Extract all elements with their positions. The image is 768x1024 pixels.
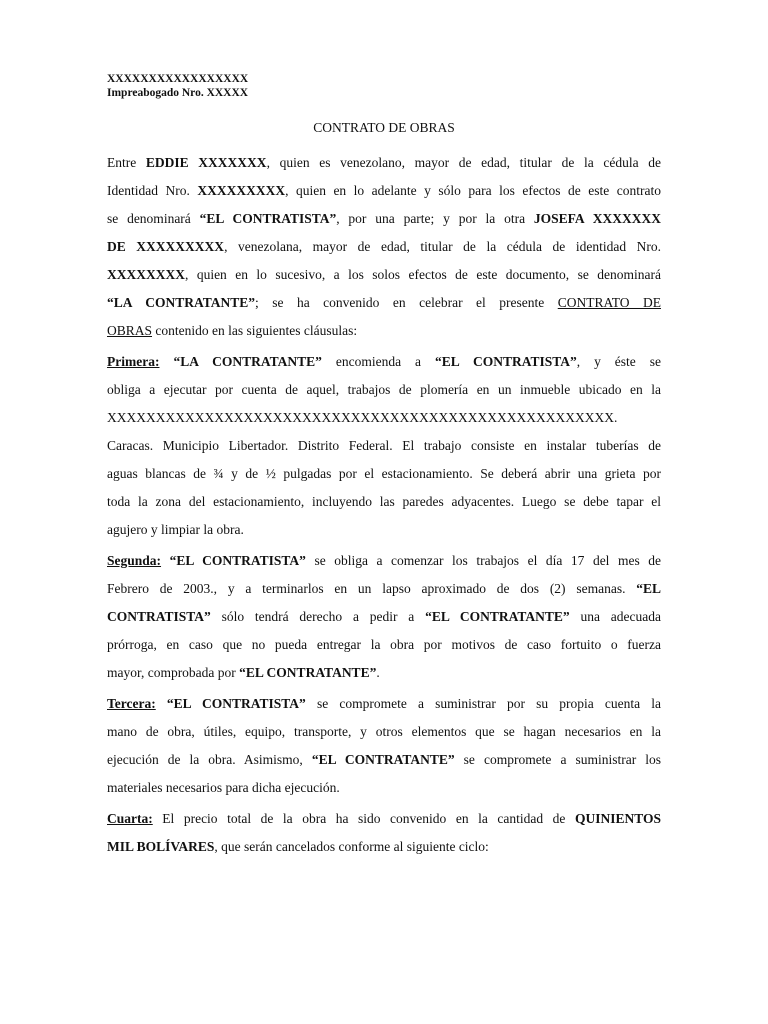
bold-text: DE XXXXXXXXX: [107, 239, 225, 254]
text-run: , por una parte; y por la otra: [336, 211, 534, 226]
text-line: [107, 516, 661, 544]
text-line: [107, 205, 661, 233]
clause-heading: Cuarta:: [107, 811, 153, 826]
text-line: [107, 348, 661, 376]
bold-text: “EL CONTRATISTA”: [169, 553, 306, 568]
author-name: XXXXXXXXXXXXXXXXX: [107, 73, 249, 85]
text-line: [107, 603, 661, 631]
bold-text: “EL CONTRATISTA”: [166, 696, 306, 711]
text-run: sólo tendrá derecho a pedir a: [210, 609, 426, 624]
bold-text: “EL CONTRATISTA”: [435, 354, 577, 369]
bold-text: JOSEFA XXXXXXX: [533, 211, 661, 226]
text-run: mayor, comprobada por: [107, 665, 240, 680]
text-line: [107, 149, 661, 177]
text-run: .: [376, 665, 380, 680]
underlined-text: OBRAS: [107, 323, 153, 338]
underlined-text: CONTRATO DE: [557, 295, 661, 310]
text-run: , quien es venezolano, mayor de edad, titular de la cédula de: [266, 155, 661, 170]
bold-text: EDDIE XXXXXXX: [145, 155, 267, 170]
bold-text: “EL CONTRATANTE”: [239, 665, 377, 680]
text-run: Identidad Nro.: [107, 183, 198, 198]
text-line: [107, 404, 661, 432]
text-line: [107, 746, 661, 774]
text-run: toda la zona del estacionamiento, incluyendo las paredes adyacentes. Luego se debe tapar el: [107, 494, 661, 509]
bold-text: “EL: [636, 581, 661, 596]
bold-text: XXXXXXXXX: [197, 183, 286, 198]
author-license: Impreabogado Nro. XXXXX: [107, 87, 249, 99]
bold-text: “EL CONTRATANTE”: [425, 609, 570, 624]
clause-heading: Segunda:: [107, 553, 162, 568]
text-run: , quien en lo sucesivo, a los solos efectos de este documento, se denominará: [185, 267, 661, 282]
document-body: [107, 149, 661, 864]
bold-text: MIL BOLÍVARES: [107, 839, 215, 854]
text-run: XXXXXXXXXXXXXXXXXXXXXXXXXXXXXXXXXXXXXXXXXXXXXXXXXXXX.: [107, 410, 618, 425]
text-run: agujero y limpiar la obra.: [107, 522, 244, 537]
bold-text: “LA CONTRATANTE”: [173, 354, 322, 369]
clause-segunda: [107, 547, 661, 687]
text-run: una adecuada: [569, 609, 661, 624]
intro-paragraph: [107, 149, 661, 345]
text-line: [107, 177, 661, 205]
bold-text: “EL CONTRATISTA”: [199, 211, 337, 226]
bold-text: CONTRATISTA”: [107, 609, 211, 624]
text-run: Febrero de 2003., y a terminarlos en un lapso aproximado de dos (2) semanas.: [107, 581, 637, 596]
text-run: , y éste se: [576, 354, 661, 369]
text-line: [107, 774, 661, 802]
text-line: [107, 659, 661, 687]
text-run: , venezolana, mayor de edad, titular de la cédula de identidad Nro.: [224, 239, 661, 254]
text-line: [107, 432, 661, 460]
text-line: [107, 690, 661, 718]
text-run: materiales necesarios para dicha ejecución.: [107, 780, 340, 795]
text-line: [107, 233, 661, 261]
bold-text: “LA CONTRATANTE”: [107, 295, 255, 310]
text-line: [107, 289, 661, 317]
text-run: ejecución de la obra. Asimismo,: [107, 752, 312, 767]
text-run: [159, 354, 173, 369]
document-title: CONTRATO DE OBRAS: [313, 120, 455, 135]
clause-cuarta: [107, 805, 661, 861]
clause-heading: Primera:: [107, 354, 160, 369]
text-run: aguas blancas de ¾ y de ½ pulgadas por el estacionamiento. Se deberá abrir una grieta por: [107, 466, 661, 481]
text-line: [107, 261, 661, 289]
bold-text: “EL CONTRATANTE”: [311, 752, 455, 767]
text-line: [107, 575, 661, 603]
text-run: prórroga, en caso que no pueda entregar la obra por motivos de caso fortuito o fuerza: [107, 637, 661, 652]
text-run: mano de obra, útiles, equipo, transporte, y otros elementos que se hagan necesarios en la: [107, 724, 661, 739]
text-line: [107, 376, 661, 404]
clause-tercera: [107, 690, 661, 802]
text-line: [107, 718, 661, 746]
text-run: [156, 696, 167, 711]
bold-text: XXXXXXXX: [107, 267, 185, 282]
text-run: , que serán cancelados conforme al siguiente ciclo:: [214, 839, 489, 854]
text-line: [107, 460, 661, 488]
text-line: [107, 833, 661, 861]
text-line: [107, 547, 661, 575]
text-run: ; se ha convenido en celebrar el presente: [255, 295, 558, 310]
paragraph-spacer: [107, 861, 661, 864]
text-run: [161, 553, 170, 568]
text-run: Entre: [107, 155, 146, 170]
text-run: se compromete a suministrar los: [454, 752, 661, 767]
text-line: [107, 631, 661, 659]
text-run: se denominará: [107, 211, 200, 226]
text-run: Caracas. Municipio Libertador. Distrito Federal. El trabajo consiste en instalar tuberías de: [107, 438, 661, 453]
clause-primera: [107, 348, 661, 544]
text-run: El precio total de la obra ha sido convenido en la cantidad de: [152, 811, 575, 826]
bold-text: QUINIENTOS: [574, 811, 661, 826]
text-run: se compromete a suministrar por su propia cuenta la: [305, 696, 661, 711]
text-run: obliga a ejecutar por cuenta de aquel, trabajos de plomería en un inmueble ubicado en la: [107, 382, 661, 397]
clause-heading: Tercera:: [107, 696, 156, 711]
text-line: [107, 488, 661, 516]
text-run: encomienda a: [321, 354, 436, 369]
text-run: , quien en lo adelante y sólo para los efectos de este contrato: [285, 183, 661, 198]
text-line: [107, 805, 661, 833]
document-header: [107, 72, 248, 100]
text-run: contenido en las siguientes cláusulas:: [152, 323, 358, 338]
text-run: se obliga a comenzar los trabajos el día 17 del mes de: [305, 553, 661, 568]
text-line: [107, 317, 661, 345]
